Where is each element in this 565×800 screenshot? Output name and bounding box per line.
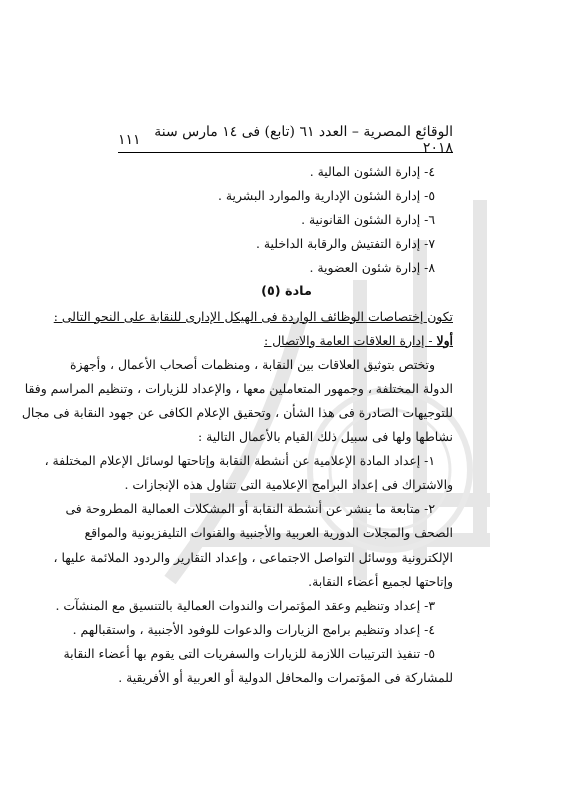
item-line: الإلكترونية ووسائل التواصل الاجتماعى ، وإعداد التقارير والردود الملائمة عليها ، <box>53 549 453 565</box>
section-heading <box>120 329 453 353</box>
paragraph-line: للتوجيهات الصادرة فى هذا الشأن ، وتحقيق الإعلام الكافى عن جهود النقابة فى مجال <box>21 404 453 420</box>
intro-line: تكون إختصاصات الوظائف الواردة فى الهيكل الإدارى للنقابة على النحو التالى : <box>53 308 453 324</box>
item-line: الصحف والمجلات الدورية العربية والأجنبية والقنوات التليفزيونية والمواقع <box>84 525 453 541</box>
page-header <box>118 124 453 156</box>
paragraph-line: الدولة المختلفة ، وجمهور المتعاملين معها ، والإعداد للزيارات ، وتنظيم المراسم وفقا <box>24 380 453 396</box>
item-line: ١- إعداد المادة الإعلامية عن أنشطة النقابة وإتاحتها لوسائل الإعلام المختلفة ، <box>44 453 435 469</box>
item-line: ٢- متابعة ما ينشر عن أنشطة النقابة أو المشكلات العمالية المطروحة فى <box>65 501 435 517</box>
item-line: للمشاركة فى المؤتمرات والمحافل الدولية أو العربية أو الأفريقية . <box>118 669 453 685</box>
list-item: ٦- إدارة الشئون القانونية . <box>301 212 435 228</box>
list-item: ٥- إدارة الشئون الإدارية والموارد البشرية . <box>218 188 435 204</box>
item-line: ٣- إعداد وتنظيم وعقد المؤتمرات والندوات العمالية بالتنسيق مع المنشآت . <box>55 597 435 613</box>
item-line: وإتاحتها لجميع أعضاء النقابة. <box>308 573 453 589</box>
list-item: ٤- إدارة الشئون المالية . <box>309 164 435 179</box>
item-line: ٤- إعداد وتنظيم برامج الزيارات والدعوات للوفود الأجنبية ، واستقبالهم . <box>72 621 435 637</box>
section-title: - إدارة العلاقات العامة والاتصال : <box>263 332 437 348</box>
section-prefix: أولا <box>436 332 453 348</box>
item-line: والاشتراك فى إعداد البرامج الإعلامية التى تتناول هذه الإنجازات . <box>124 477 453 493</box>
paragraph-line: وتختص بتوثيق العلاقات بين النقابة ، ومنظمات أصحاب الأعمال ، وأجهزة <box>69 356 435 372</box>
paragraph-line: نشاطها ولها فى سبيل ذلك القيام بالأعمال التالية : <box>198 429 453 445</box>
page-number: ١١١ <box>118 132 141 148</box>
document-body <box>21 160 453 690</box>
article-title: مادة (٥) <box>261 284 312 300</box>
list-item: ٧- إدارة التفتيش والرقابة الداخلية . <box>256 236 435 252</box>
list-item: ٨- إدارة شئون العضوية . <box>309 260 435 276</box>
item-line: ٥- تنفيذ الترتيبات اللازمة للزيارات والسفريات التى يقوم بها أعضاء النقابة <box>63 645 435 661</box>
header-title: الوقائع المصرية – العدد ٦١ (تابع) فى ١٤ مارس سنة ٢٠١٨ <box>154 124 453 156</box>
